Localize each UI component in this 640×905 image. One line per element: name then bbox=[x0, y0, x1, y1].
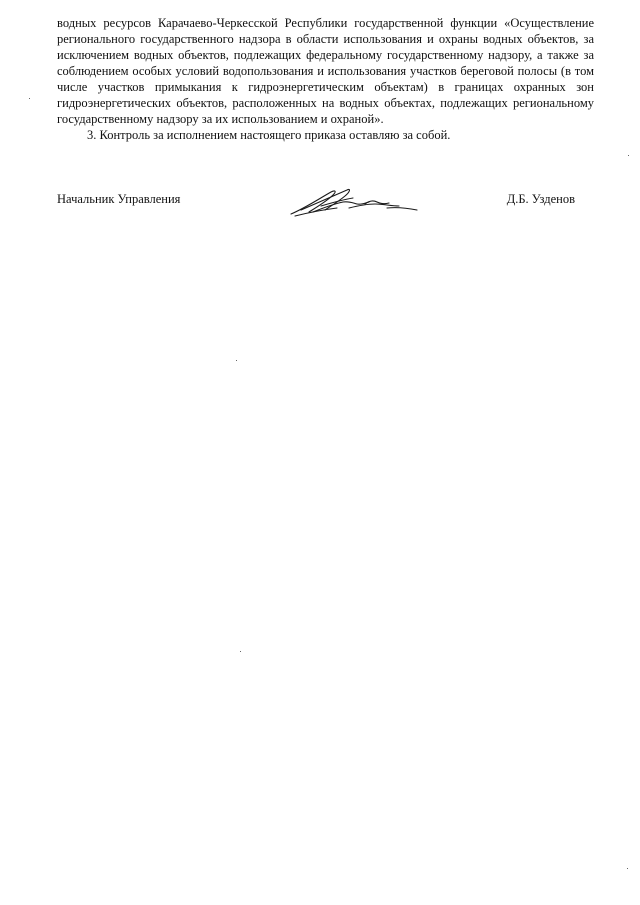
scan-speck bbox=[628, 155, 629, 156]
scan-speck bbox=[627, 868, 628, 869]
scan-speck bbox=[240, 651, 241, 652]
paragraph-continuation: водных ресурсов Карачаево-Черкесской Республики государственной функции «Осуществление регионального государственного надзора в области использования и охраны водных объектов, за исключением водных объектов, подлежащих федеральному государственному надзору, а также за соблюдением особых условий водопользования и использования участков береговой полосы (в том числе участков примыкания к гидроэнергетическим объектам) в границах охранных зон гидроэнергетических объектов, расположенных на водных объектах, подлежащих региональному государственному надзору за их использованием и охраной». bbox=[57, 16, 594, 126]
document-body bbox=[57, 15, 594, 143]
signer-name: Д.Б. Узденов bbox=[506, 192, 575, 206]
scan-speck bbox=[236, 360, 237, 361]
scan-speck bbox=[29, 98, 30, 99]
paragraph-3: 3. Контроль за исполнением настоящего приказа оставляю за собой. bbox=[87, 128, 451, 142]
signer-position: Начальник Управления bbox=[57, 192, 181, 206]
handwritten-signature-icon bbox=[287, 182, 422, 222]
